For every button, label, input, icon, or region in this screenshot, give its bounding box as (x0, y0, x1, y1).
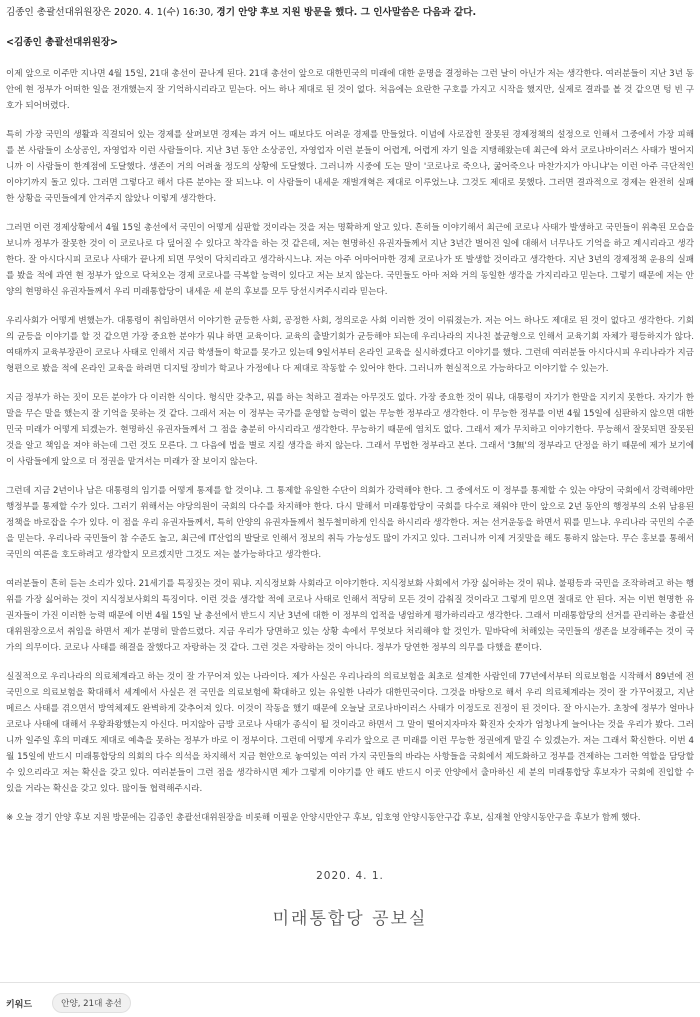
press-office: 미래통합당 공보실 (272, 909, 428, 929)
speech-paragraph: 여러분들이 흔히 듣는 소리가 있다. 21세기를 특징짓는 것이 뭐냐. 지식정보화 사회라고 이야기한다. 지식정보화 사회에서 가장 싫어하는 것이 뭐냐. 불평등과 국민을 조작하려고 하는 행위를 가장 싫어하는 것이 지식정보사회의 특징이다. 이런 것을 생각할 적에 코로나 사태로 인해서 적당히 모든 것이 감춰질 것이라고 그렇게 믿으면 절대로 안 된다. 저는 이번 현명한 유권자들이 가진 이러한 능력 때문에 이번 4월 15일 날 총선에서 반드시 지난 3년에 대한 이 정부의 업적을 냉엄하게 평가하리라고 생각한다. 그래서 미래통합당의 선거를 관리하는 총괄선대위원장으로서 취임을 하면서 제가 분명히 말씀드렸다. 지금 우리가 당면하고 있는 상황 속에서 무엇보다 처리해야 할 것인가. 밑바닥에 처해있는 국민들의 생존을 보장해주는 것이 국가의 의무이다. 코로나 사태를 해결을 잘했다고 자랑하는 것 같다. 그런 것은 자랑하는 것이 아니다. 정부가 당연한 정부의 의무를 다했을 뿐이다. (6, 579, 694, 653)
footer-divider (0, 982, 700, 983)
speech-body (6, 66, 694, 797)
release-header (6, 6, 694, 20)
speech-paragraph: 우리사회가 어떻게 변했는가. 대통령이 취임하면서 이야기한 균등한 사회, 공정한 사회, 정의로운 사회 이러한 것이 이뤄졌는가. 저는 어느 하나도 제대로 된 것이 없다고 생각한다. 기회의 균등을 이야기를 할 것 같으면 가장 중요한 분야가 뭐냐 하면 교육이다. 교육의 출발기회가 균등해야 되는데 우리나라의 지나친 불균형으로 인해서 교육기회 자체가 평등하지가 않다. 여태까지 교육부장관이 코로나 사태로 인해서 지금 학생들이 학교를 못가고 있는데 9일서부터 온라인 교육을 실시하겠다고 이야기를 했다. 그런데 여러분들 아시다시피 우리나라가 지금 형편으로 봤을 적에 온라인 교육을 하려면 디지털 장비가 학교나 가정에나 다 제대로 작동할 수 있어야 한다. 그러니까 현실적으로 가능하다고 이야기할 수 있는가. (6, 316, 694, 374)
speech-paragraph: 지금 정부가 하는 짓이 모든 분야가 다 이러한 식이다. 형식만 갖추고, 뭐를 하는 척하고 결과는 아무것도 없다. 가장 중요한 것이 뭐냐, 대통령이 자기가 한말을 지키지 못한다. 자기가 한 말을 무슨 말을 했는지 잘 기억을 못하는 것 같다. 그래서 저는 이 정부는 국가를 운영할 능력이 없는 무능한 정부라고 생각한다. 이 무능한 정부를 이번 4월 15일에 심판하지 않으면 대한민국 미래가 어떻게 되겠는가. 현명하신 유권자들께서 그 점을 충분히 아시리라고 생각한다. 무능하기 때문에 염치도 없다. 그래서 제가 무치하고 이야기한다. 무능해서 잘못되면 잘못된 것을 알고 책임을 져야 하는데 그런 것도 모른다. 그 다음에 법을 별로 지킬 생각을 하지 않는다. 그래서 무법한 정부라고 본다. 그래서 '3無'의 정부라고 단정을 하기 때문에 제가 보기에 이 사람들에게 앞으로 더 정권을 맡겨서는 미래가 잘 보이지 않는다. (6, 393, 694, 467)
speech-paragraph: 이제 앞으로 이주만 지나면 4월 15일, 21대 총선이 끝나게 된다. 21대 총선이 앞으로 대한민국의 미래에 대한 운명을 결정하는 그런 날이 아닌가 저는 생각한다. 여러분들이 지난 3년 동안에 현 정부가 어떠한 일을 전개했는지 잘 기억하시리라고 믿는다. 어느 하나 제대로 된 것이 없다. 처음에는 요란한 구호를 가지고 시작을 했지만, 실제로 결과를 볼 것 같으면 텅 빈 구호가 되어버렸다. (6, 69, 694, 111)
release-date: 2020. 4. 1. (316, 870, 384, 882)
speech-paragraph: 특히 가장 국민의 생활과 직결되어 있는 경제를 살펴보면 경제는 과거 어느 때보다도 어려운 경제를 만들었다. 이념에 사로잡힌 잘못된 경제정책의 설정으로 인해서 그중에서 가장 피해를 본 사람들이 소상공인, 자영업자 이런 사람들이다. 지난 3년 동안 소상공인, 자영업자 이런 분들이 어렵게, 어렵게 자기 일을 지탱해왔는데 최근에 와서 코로나바이러스 사태가 벌어지니까 이 사람들이 한계점에 도달했다. 생존이 거의 어려울 정도의 상황에 도달했다. 그러니까 시중에 도는 말이 '코로나로 죽으나, 굶어죽으나 마찬가지가 아니냐'는 이런 아주 극단적인 이야기까지 돌고 있다. 그러면 그렇다고 해서 다른 분야는 잘 되느냐. 이 사람들이 내세운 재벌개혁은 제대로 이루었느냐. 그것도 제대로 못했다. 그러면 결과적으로 경제는 완전히 실패한 상황을 국민들에게 안겨주지 않았나 이렇게 생각한다. (6, 130, 694, 204)
header-intro: 김종인 총괄선대위원장은 2020. 4. 1(수) 16:30, (6, 7, 217, 18)
speaker-label: <김종인 총괄선대위원장> (6, 37, 119, 48)
keywords-label: 키워드 (6, 999, 33, 1010)
speech-paragraph: 실질적으로 우리나라의 의료체계라고 하는 것이 잘 가꾸어져 있는 나라이다. 제가 사실은 우리나라의 의료보험을 최초로 설계한 사람인데 77년에서부터 의료보험을 시작해서 89년에 전 국민으로 의료보험을 확대해서 세계에서 사실은 전 국민을 의료보험에 확대하고 있는 유일한 나라가 대한민국이다. 그것을 바탕으로 해서 우리 의료체계라는 것이 잘 가꾸어졌고, 지난 메르스 사태를 겪으면서 방역체제도 완벽하게 갖추어져 있다. 이것이 작동을 했기 때문에 오늘날 코로나바이러스 사태가 이정도로 진정이 된 것이다. 잘 아시는가. 초창에 정부가 얼마나 코로나 사태에 대해서 우왕좌왕했는지 아신다. 머지않아 금방 코로나 사태가 종식이 될 것이라고 하면서 그 말이 떨어지자마자 확진자 숫자가 엄청나게 늘어나는 것을 우리가 봤다. 그러니까 일주일 후의 미래도 제대로 예측을 못하는 정부가 바로 이 정부이다. 그런데 어떻게 우리가 앞으로 큰 미래를 이런 무능한 정권에게 맡길 수 있겠는가. 저는 그래서 확신한다. 이번 4월 15일에 반드시 미래통합당의 의회의 다수 의석을 차지해서 지금 현안으로 놓여있는 여러 가지 국민들의 바라는 사항들을 국회에서 제도화하고 정부를 견제하는 그러한 역할을 담당할 수 있으리라고 저는 확신을 갖고 있다. 여러분들이 그런 점을 생각하시면 제가 그렇게 이야기를 안 해도 반드시 이곳 안양에서 출마하신 세 분의 미래통합당 후보자가 국회에 진입할 수 있을 거라는 확신을 갖고 있다. 많이들 협력해주시라. (6, 672, 694, 794)
keywords-bar (6, 993, 131, 1013)
header-emphasis: 경기 안양 후보 지원 방문을 했다. 그 인사말씀은 다음과 같다. (216, 7, 477, 18)
keyword-tag[interactable]: 안양, 21대 총선 (52, 993, 131, 1013)
attendance-note: ※ 오늘 경기 안양 후보 지원 방문에는 김종인 총괄선대위원장을 비롯해 이필운 안양시만안구 후보, 임호영 안양시동안구갑 후보, 심재철 안양시동안구을 후보가 함께 했다. (6, 813, 641, 823)
speech-paragraph: 그런데 지금 2년이나 남은 대통령의 임기를 어떻게 통제를 할 것이냐. 그 통제할 유일한 수단이 의회가 강력해야 한다. 그 중에서도 이 정부를 통제할 수 있는 야당이 국회에서 강력해야만 행정부를 통제할 수가 있다. 그러기 위해서는 야당의원이 국회의 다수를 차지해야 한다. 다시 말해서 미래통합당이 국회를 다수로 채워야 만이 앞으로 2년 동안의 행정부의 소위 남용된 정책을 바로잡을 수가 있다. 이 점을 우리 유권자들께서, 특히 안양의 유권자들께서 철두철미하게 인식을 하시리라 생각한다. 저는 선거운동을 하면서 뭐를 믿느냐. 우리나라 국민의 수준을 믿는다. 우리나라 국민들이 참 수준도 높고, 최근에 IT산업의 발달로 인해서 정보의 취득 가능성도 많이 가지고 있다. 그러니까 이제 거짓말을 해도 통하지 않는다. 무슨 홍보를 통해서 국민의 여론을 호도하려고 생각할지 모르겠지만 그것도 저는 불가능하다고 생각한다. (6, 486, 694, 560)
speech-paragraph: 그러면 이런 경제상황에서 4월 15일 총선에서 국민이 어떻게 심판할 것이라는 것을 저는 명확하게 알고 있다. 흔히들 이야기해서 최근에 코로나 사태가 발생하고 국민들이 위축된 모습을 보니까 정부가 잘못한 것이 이 코로나로 다 덮어질 수 있다고 착각을 하는 것 같은데, 저는 현명하신 유권자들께서 지난 3년간 벌어진 일에 대해서 너무나도 기억을 하고 계시리라고 생각한다. 잘 아시다시피 코로나 사태가 끝나게 되면 무엇이 닥치리라고 생각하시느냐. 저는 아주 어마어마한 경제 코로나가 또 발생할 것이라고 생각한다. 지난 3년의 경제정책 운용의 실패를 봤을 적에 과연 현 정부가 앞으로 닥쳐오는 경제 코로나를 극복할 능력이 있다고 저는 보지 않는다. 국민들도 아마 저와 거의 동일한 생각을 가지리라고 믿는다. 그렇기 때문에 저는 안양의 현명하신 유권자들께서 우리 미래통합당이 내세운 세 분의 후보를 모두 당선시켜주시리라 믿는다. (6, 223, 694, 297)
